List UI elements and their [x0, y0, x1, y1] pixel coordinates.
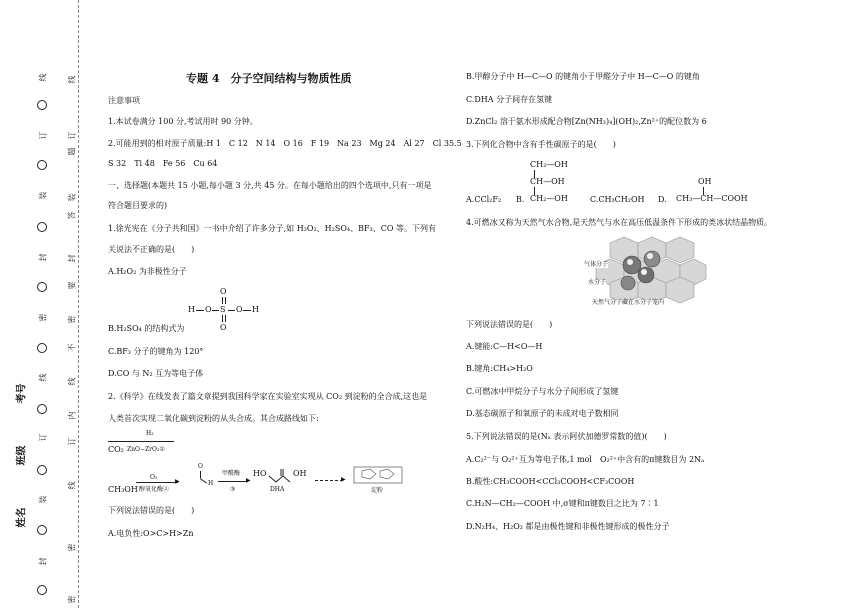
- option-b[interactable]: B.酸性:CH₃COOH<CCl₃COOH<CF₃COOH: [466, 477, 635, 486]
- figure-label: 气体分子: [584, 261, 609, 268]
- question-4: 4.可燃冰又称为天然气水合物,是天然气与水在高压低温条件下形成的类冰状结晶物质。: [466, 218, 773, 227]
- binding-hole: [37, 404, 47, 414]
- formula-line: OH: [698, 177, 712, 186]
- name-label: 姓名: [16, 507, 28, 528]
- margin-char: 装: [38, 191, 48, 200]
- page-title: 专题 4 分子空间结构与物质性质: [186, 72, 352, 85]
- option-d[interactable]: D.基态碳原子和氧原子的未成对电子数相同: [466, 409, 619, 418]
- binding-hole: [37, 282, 47, 292]
- notice-heading: 注意事项: [108, 96, 140, 105]
- atom: O: [220, 323, 227, 332]
- option-d[interactable]: D.: [658, 195, 667, 204]
- margin-char: 线: [38, 73, 48, 82]
- option-a[interactable]: A.H₂O₂ 为非极性分子: [108, 267, 187, 276]
- reagent-label: H₂: [146, 430, 154, 437]
- margin-char: 订: [38, 131, 48, 140]
- margin-char: 密: [38, 313, 48, 322]
- margin-char: 订: [67, 437, 77, 446]
- bond: [222, 315, 223, 322]
- formula-line: CH₂—OH: [530, 194, 568, 203]
- binding-hole: [37, 465, 47, 475]
- margin-char: 题: [67, 147, 77, 156]
- option-d[interactable]: D.ZnCl₂ 溶于氨水形成配合物[Zn(NH₃)₄](OH)₂,Zn²⁺的配位数为 6: [466, 117, 707, 126]
- arrow-head: ▶: [341, 476, 346, 483]
- formula-line: CH—OH: [530, 177, 565, 186]
- arrow-head: ▶: [246, 477, 251, 484]
- figure-label: 水分子: [588, 279, 607, 286]
- atom: H: [188, 305, 195, 314]
- binding-hole: [37, 585, 47, 595]
- option-a[interactable]: A.CCl₂F₂: [466, 195, 502, 204]
- arrow-line: [315, 480, 343, 481]
- option-c[interactable]: C.H₂N—CH₂—COOH 中,σ键和π键数目之比为 7∶1: [466, 499, 659, 508]
- margin-char: 封: [38, 557, 48, 566]
- arrow-line: [108, 441, 174, 442]
- step-label: ③: [230, 486, 236, 493]
- margin-char: 密: [67, 315, 77, 324]
- margin-char: 线: [38, 373, 48, 382]
- arrow-head: ▶: [175, 478, 180, 485]
- formula-line: CH₃—CH—COOH: [676, 194, 748, 203]
- compound: CO₂: [108, 445, 124, 454]
- question-1: 1.徐光宪在《分子共和国》一书中介绍了许多分子,如 H₂O₂、H₂SO₄、BF₃、CO 等。下列有: [108, 224, 436, 233]
- catalyst-label: 醇氧化酶②: [139, 486, 170, 493]
- bond: [225, 297, 226, 304]
- margin-char: 装: [38, 495, 48, 504]
- option-c[interactable]: C.CH₃CH₂OH: [590, 195, 645, 204]
- compound: CH₃OH: [108, 485, 138, 494]
- margin-char: 答: [67, 211, 77, 220]
- atom: O: [205, 305, 212, 314]
- atom: O: [220, 287, 227, 296]
- margin-char: 密: [67, 543, 77, 552]
- option-d[interactable]: D.CO 与 N₂ 互为等电子体: [108, 369, 204, 378]
- option-a[interactable]: A.电负性:O>C>H>Zn: [108, 529, 194, 538]
- arrow-line: [136, 482, 178, 483]
- option-a[interactable]: A.C₂²⁻与 O₂²⁺互为等电子体,1 mol O₂²⁺中含有的π键数目为 2Nₐ: [466, 455, 705, 464]
- option-b[interactable]: B.键角:CH₄>H₂O: [466, 364, 533, 373]
- bond: [196, 310, 204, 311]
- section-heading: 符合题目要求的): [108, 201, 168, 210]
- notice-item: 2.可能用到的相对原子质量:H 1 C 12 N 14 O 16 F 19 Na 23 Mg 24 Al 27 Cl 35.5: [108, 139, 462, 148]
- binding-line: [78, 0, 79, 608]
- atom: H: [252, 305, 259, 314]
- margin-char: 封: [67, 254, 77, 263]
- option-c[interactable]: C.DHA 分子间存在氢键: [466, 95, 553, 104]
- catalyst-label: ZnO−ZrO₂①: [127, 446, 165, 453]
- margin-char: 要: [67, 281, 77, 290]
- bond: [243, 310, 251, 311]
- question-2: 2.《科学》在线发表了篇文章提到我国科学家在实验室实现从 CO₂ 到淀粉的全合成,这也是: [108, 392, 428, 401]
- binding-hole: [37, 160, 47, 170]
- question-5: 5.下列说法错误的是(Nₐ 表示阿伏加德罗常数的值)( ): [466, 432, 667, 441]
- margin-char: 不: [67, 343, 77, 352]
- notice-item: S 32 Ti 48 Fe 56 Cu 64: [108, 159, 218, 168]
- option-b[interactable]: B.甲醇分子中 H—C—O 的键角小于甲醛分子中 H—C—O 的键角: [466, 72, 700, 81]
- margin-char: 订: [38, 433, 48, 442]
- bond: [200, 471, 201, 478]
- compound-label: 淀粉: [371, 487, 384, 494]
- class-label: 班级: [16, 445, 28, 466]
- question-2: 人类首次实现二氧化碳到淀粉的从头合成。其合成路线如下:: [108, 414, 319, 423]
- margin-char: 装: [67, 193, 77, 202]
- margin-char: 线: [67, 481, 77, 490]
- bond: [212, 310, 219, 311]
- question-1: 关说法不正确的是( ): [108, 245, 195, 254]
- margin-char: 订: [67, 131, 77, 140]
- dha-skeleton: [268, 468, 294, 486]
- option-a[interactable]: A.键能:C—H<O—H: [466, 342, 543, 351]
- binding-hole: [37, 525, 47, 535]
- arrow-line: [218, 481, 248, 482]
- bond: [222, 297, 223, 304]
- margin-char: 封: [38, 253, 48, 262]
- question-3: 3.下列化合物中含有手性碳原子的是( ): [466, 140, 616, 149]
- formula-line: CH₂—OH: [530, 160, 568, 169]
- margin-char: 密: [67, 595, 77, 604]
- option-b[interactable]: B.H₂SO₄ 的结构式为: [108, 324, 185, 333]
- margin-char: 线: [67, 377, 77, 386]
- atom: O: [236, 305, 243, 314]
- atom: S: [220, 305, 226, 314]
- starch-structure: [352, 464, 404, 486]
- bond: [200, 478, 207, 483]
- binding-hole: [37, 222, 47, 232]
- reagent-label: O₂: [150, 474, 158, 481]
- notice-item: 1.本试卷满分 100 分,考试用时 90 分钟。: [108, 117, 258, 126]
- atom: O: [198, 463, 203, 470]
- compound-label: DHA: [270, 486, 285, 493]
- atom: HO: [253, 469, 267, 478]
- atom: OH: [293, 469, 307, 478]
- option-c[interactable]: C.BF₃ 分子的键角为 120°: [108, 347, 204, 356]
- binding-hole: [37, 100, 47, 110]
- question-4-stem: 下列说法错误的是( ): [466, 320, 553, 329]
- binding-hole: [37, 343, 47, 353]
- section-heading: 一、选择题(本题共 15 小题,每小题 3 分,共 45 分。在每小题给出的四个选项中,只有一项是: [108, 181, 432, 190]
- bond: [228, 310, 235, 311]
- option-d[interactable]: D.N₂H₄、H₂O₂ 都是由极性键和非极性键形成的极性分子: [466, 522, 670, 531]
- option-c[interactable]: C.可燃冰中甲烷分子与水分子间形成了氢键: [466, 387, 619, 396]
- margin-char: 内: [67, 411, 77, 420]
- catalyst-label: 甲酰酶: [222, 470, 241, 477]
- atom: H: [208, 480, 214, 487]
- margin-char: 线: [67, 75, 77, 84]
- exam-number-label: 考号: [16, 383, 28, 404]
- bond: [225, 315, 226, 322]
- figure-caption: 天然气分子藏在水分子笼内: [592, 299, 665, 306]
- question-2-stem: 下列说法错误的是( ): [108, 506, 195, 515]
- option-b[interactable]: B.: [516, 195, 525, 204]
- methane-hydrate-figure: [584, 235, 708, 311]
